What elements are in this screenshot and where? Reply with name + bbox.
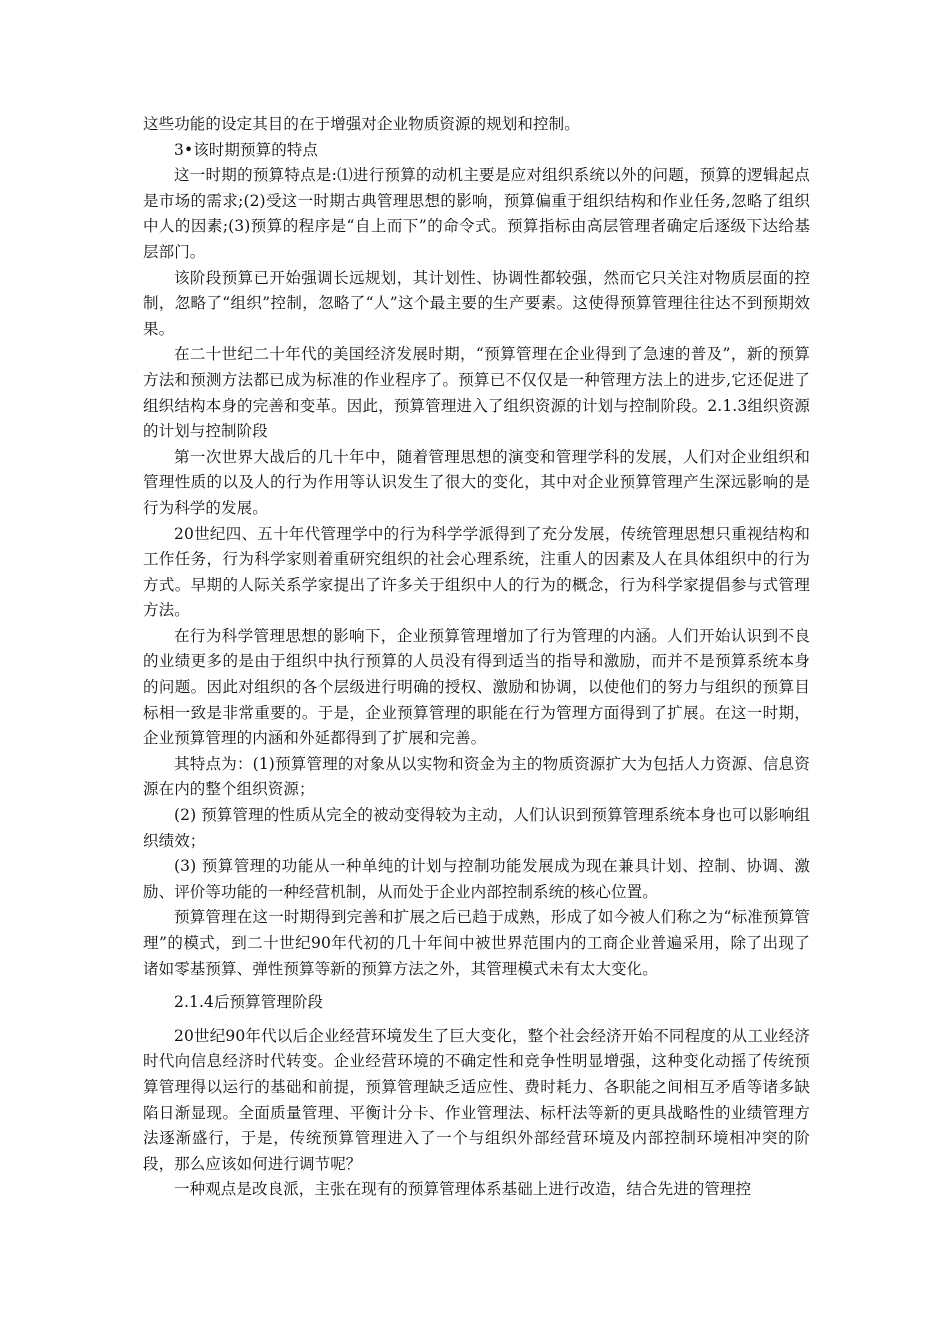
paragraph: 这一时期的预算特点是:⑴进行预算的动机主要是应对组织系统以外的问题，预算的逻辑起点是市场的需求;(2)受这一时期古典管理思想的影响，预算偏重于组织结构和作业任务,忽略了组织中人的因素;(3)预算的程序是“自上而下”的命令式。预算指标由高层管理者确定后逐级下达给基层部门。 (143, 166, 810, 261)
section-heading: 3•该时期预算的特点 (174, 140, 319, 159)
paragraph: 一种观点是改良派，主张在现有的预算管理体系基础上进行改造，结合先进的管理控 (174, 1180, 752, 1199)
paragraph: 这些功能的设定其目的在于增强对企业物质资源的规划和控制。 (143, 115, 580, 133)
paragraph: 预算管理在这一时期得到完善和扩展之后已趋于成熟，形成了如今被人们称之为“标准预算管理”的模式，到二十世纪90年代初的几十年间中被世界范围内的工商企业普遍采用，除了出现了诸如零基预算、弹性预算等新的预算方法之外，其管理模式未有太大变化。 (143, 908, 810, 978)
document-body (143, 112, 810, 1203)
paragraph: 其特点为：(1)预算管理的对象从以实物和资金为主的物质资源扩大为包括人力资源、信息资源在内的整个组织资源； (143, 754, 810, 799)
list-item: (3) 预算管理的功能从一种单纯的计划与控制功能发展成为现在兼具计划、控制、协调、激励、评价等功能的一种经营机制，从而处于企业内部控制系统的核心位置。 (143, 857, 810, 901)
paragraph: 该阶段预算已开始强调长远规划，其计划性、协调性都较强，然而它只关注对物质层面的控制，忽略了“组织”控制，忽略了“人”这个最主要的生产要素。这使得预算管理往往达不到预期效果。 (143, 268, 810, 338)
paragraph: 在行为科学管理思想的影响下，企业预算管理增加了行为管理的内涵。人们开始认识到不良的业绩更多的是由于组织中执行预算的人员没有得到适当的指导和激励，而并不是预算系统本身的问题。因此对组织的各个层级进行明确的授权、激励和协调，以使他们的努力与组织的预算目标相一致是非常重要的。于是，企业预算管理的职能在行为管理方面得到了扩展。在这一时期，企业预算管理的内涵和外延都得到了扩展和完善。 (143, 626, 810, 748)
paragraph: 第一次世界大战后的几十年中，随着管理思想的演变和管理学科的发展，人们对企业组织和管理性质的以及人的行为作用等认识发生了很大的变化，其中对企业预算管理产生深远影响的是行为科学的发展。 (143, 447, 810, 517)
paragraph: 20世纪四、五十年代管理学中的行为科学学派得到了充分发展，传统管理思想只重视结构和工作任务，行为科学家则着重研究组织的社会心理系统，注重人的因素及人在具体组织中的行为方式。早期的人际关系学家提出了许多关于组织中人的行为的概念，行为科学家提倡参与式管理方法。 (143, 524, 810, 620)
paragraph: 在二十世纪二十年代的美国经济发展时期，“预算管理在企业得到了急速的普及”，新的预算方法和预测方法都已成为标准的作业程序了。预算已不仅仅是一种管理方法上的进步,它还促进了组织结构本身的完善和变革。因此，预算管理进入了组织资源的计划与控制阶段。2.1.3组织资源的计划与控制阶段 (143, 345, 810, 441)
paragraph: 20世纪90年代以后企业经营环境发生了巨大变化，整个社会经济开始不同程度的从工业经济时代向信息经济时代转变。企业经营环境的不确定性和竞争性明显增强，这种变化动摇了传统预算管理得以运行的基础和前提，预算管理缺乏适应性、费时耗力、各职能之间相互矛盾等诸多缺陷日渐显现。全面质量管理、平衡计分卡、作业管理法、标杆法等新的更具战略性的业绩管理方法逐渐盛行，于是，传统预算管理进入了一个与组织外部经营环境及内部控制环境相冲突的阶段，那么应该如何进行调节呢？ (143, 1026, 810, 1173)
list-item: (2) 预算管理的性质从完全的被动变得较为主动，人们认识到预算管理系统本身也可以影响组织绩效； (143, 806, 810, 850)
section-heading: 2.1.4后预算管理阶段 (174, 993, 324, 1012)
